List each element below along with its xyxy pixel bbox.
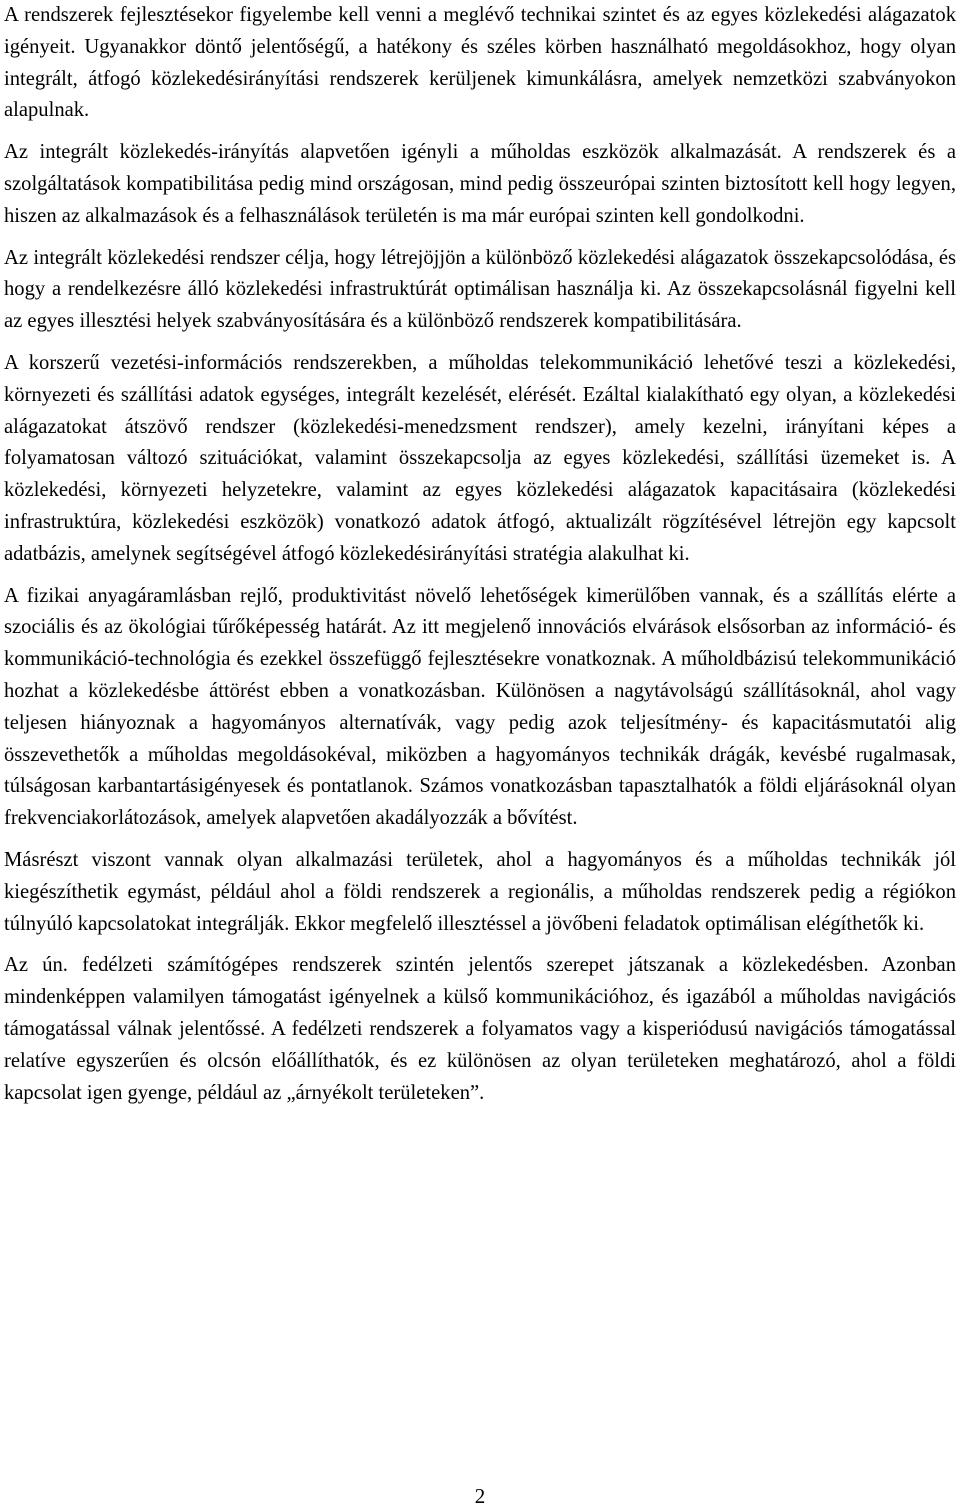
paragraph-3: Az integrált közlekedési rendszer célja, hogy létrejöjjön a különböző közlekedési alágazatok összekapcsolódása, és hogy a rendelkezésre álló közlekedési infrastruktúrát optimálisan használja ki. Az összekapcsolásnál figyelni kell az egyes illesztési helyek szabványosítására és a különböző rendszerek kompatibilitására. — [4, 246, 956, 333]
paragraph-6: Másrészt viszont vannak olyan alkalmazási területek, ahol a hagyományos és a műholdas technikák jól kiegészíthetik egymást, például ahol a földi rendszerek a regionális, a műholdas rendszerek pedig a régiókon túlnyúló kapcsolatokat integrálják. Ekkor megfelelő illesztéssel a jövőbeni feladatok optimálisan elégíthetők ki. — [4, 848, 956, 935]
paragraph-gap — [4, 338, 956, 348]
paragraph-5: A fizikai anyagáramlásban rejlő, produktivitást növelő lehetőségek kimerülőben vannak, és a szállítás elérte a szociális és az ökológiai tűrőképesség határát. Az itt megjelenő innovációs elvárások elsősorban az információ- és kommunikáció-technológia és ezekkel összefüggő fejlesztésekre vonatkoznak. A műholdbázisú telekommunikáció hozhat a közlekedésbe áttörést ebben a vonatkozásban. Különösen a nagytávolságú szállításoknál, ahol vagy teljesen hiányoznak a hagyományos alternatívák, vagy pedig azok teljesítmény- és kapacitásmutatói alig összevethetők a műholdas megoldásokéval, miközben a hagyományos technikák drágák, kevésbé rugalmasak, túlságosan karbantartásigényesek és pontatlanok. Számos vonatkozásban tapasztalhatók a földi eljárásoknál olyan frekvenciakorlátozások, amelyek alapvetően akadályozzák a bővítést. — [4, 584, 956, 830]
paragraph-1: A rendszerek fejlesztésekor figyelembe kell venni a meglévő technikai szintet és az egyes közlekedési alágazatok igényeit. Ugyanakkor döntő jelentőségű, a hatékony és széles körben használható megoldásokhoz, hogy olyan integrált, átfogó közlekedésirányítási rendszerek kerüljenek kimunkálásra, amelyek nemzetközi szabványokon alapulnak. — [4, 4, 956, 122]
paragraph-gap — [4, 571, 956, 581]
page-number: 2 — [474, 1484, 486, 1508]
paragraph-gap — [4, 940, 956, 950]
paragraph-gap — [4, 835, 956, 845]
paragraph-7: Az ún. fedélzeti számítógépes rendszerek szintén jelentős szerepet játszanak a közlekedésben. Azonban mindenképpen valamilyen támogatást igényelnek a külső kommunikációhoz, és igazából a műholdas navigációs támogatással válnak jelentőssé. A fedélzeti rendszerek a folyamatos vagy a kisperiódusú navigációs támogatással relatíve egyszerűen és olcsón előállíthatók, és ez különösen az olyan területeken meghatározó, ahol a földi kapcsolat igen gyenge, például az „árnyékolt területeken”. — [4, 954, 956, 1104]
document-page — [4, 0, 956, 1109]
paragraph-gap — [4, 233, 956, 243]
paragraph-4: A korszerű vezetési-információs rendszerekben, a műholdas telekommunikáció lehetővé teszi a közlekedési, környezeti és szállítási adatok egységes, integrált kezelését, elérését. Ezáltal kialakítható egy olyan, a közlekedési alágazatokat átszövő rendszer (közlekedési-menedzsment rendszer), amely kezelni, irányítani képes a folyamatosan változó szituációkat, valamint összekapcsolja az egyes közlekedési, szállítási üzemeket is. A közlekedési, környezeti helyzetekre, valamint az egyes közlekedési alágazatok kapacitásaira (közlekedési infrastruktúra, közlekedési eszközök) vonatkozó adatok átfogó, aktualizált rögzítésével létrejön egy kapcsolt adatbázis, amelynek segítségével átfogó közlekedésirányítási stratégia alakulhat ki. — [4, 351, 956, 565]
paragraph-2: Az integrált közlekedés-irányítás alapvetően igényli a műholdas eszközök alkalmazását. A rendszerek és a szolgáltatások kompatibilitása pedig mind országosan, mind pedig összeurópai szinten biztosított kell hogy legyen, hiszen az alkalmazások és a felhasználások területén is ma már európai szinten kell gondolkodni. — [4, 141, 956, 227]
paragraph-gap — [4, 127, 956, 137]
